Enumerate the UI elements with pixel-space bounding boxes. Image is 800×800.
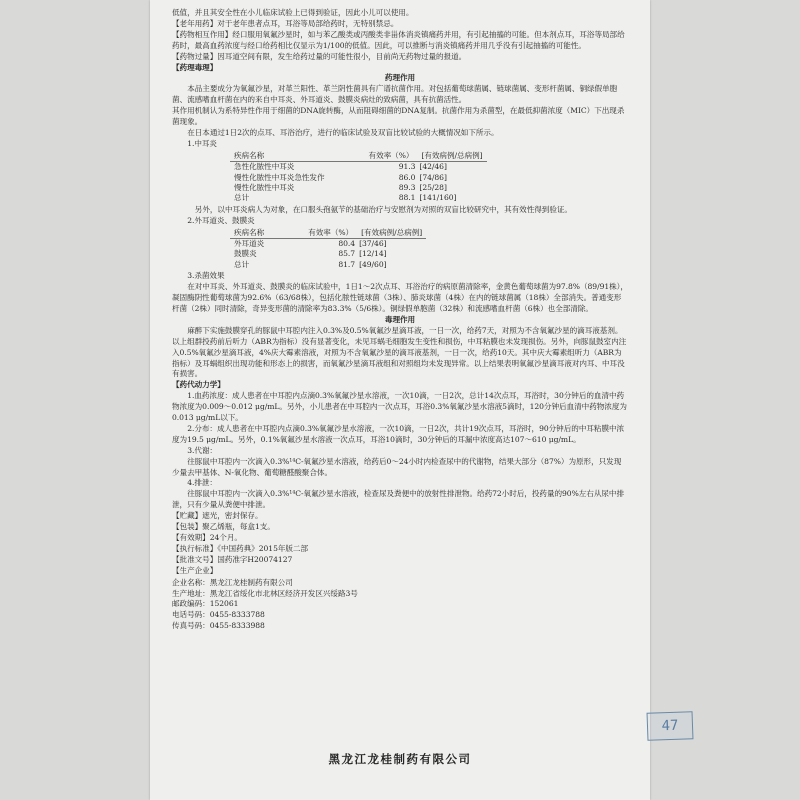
pharmacology-para-1: 本品主要成分为氧氟沙星，对革兰阳性、革兰阴性菌具有广谱抗菌作用。对包括葡萄球菌属、链球菌属、变形杆菌属、铜绿假单胞菌、流感嗜血杆菌在内的来自中耳炎、外耳道炎、鼓膜炎病灶的致病菌，具有抗菌活性。 <box>172 84 618 105</box>
pk-metabolism: 往豚鼠中耳腔内一次滴入0.3%¹⁴C-氧氟沙星水溶液，给药后0～24小时内检查尿中的代谢物，结果大部分（87%）为原形，只发现少量去甲基体、N-氧化物、葡萄糖醛酸聚合体。 <box>172 456 622 477</box>
leaflet-text <box>172 8 628 632</box>
table-header-row <box>230 151 487 162</box>
cases-cell: [12/14] <box>359 249 387 259</box>
pharmacology-para-2: 其作用机制认为系特异性作用于细菌的DNA旋转酶，从而阻碍细菌的DNA复制。抗菌作用为杀菌型，在最低抑菌浓度（MIC）下出现杀菌现象。 <box>172 106 625 127</box>
drug-interaction: 【药物相互作用】经口服用氧氟沙星时，如与苯乙酸类或丙酸类非甾体消炎镇痛药并用，有引起抽搐的可能。但本剂点耳，耳浴等局部给药时，最高血药浓度与经口给药相比仅显示为1/100的低值。因此，可以推断与消炎镇痛药并用几乎没有引起抽搐的可能性。 <box>172 29 625 50</box>
table-row <box>230 162 487 173</box>
pediatric-use-tail: 低值，并且其安全性在小儿临床试验上已得到验证，因此小儿可以使用。 <box>172 8 414 17</box>
pharmacology-toxicology-heading: 【药理毒理】 <box>172 62 218 72</box>
pk-distribution: 2.分布：成人患者在中耳腔内点滴0.3%氧氟沙星水溶液，一次10滴，一日2次，共计19次点耳，耳浴时，90分钟后的中耳粘膜中浓度为19.5 μg/mL。另外，0.1%氧氟沙星水溶液一次点耳，耳浴10滴时，30分钟后的耳漏中浓度高达107～610 μg/mL。 <box>172 423 625 444</box>
table-row <box>230 173 487 183</box>
table-row <box>230 183 487 193</box>
pharmacology-heading: 药理作用 <box>384 73 416 83</box>
table-row <box>230 193 487 203</box>
pharmacology-para-3: 在日本通过1日2次的点耳、耳浴治疗，进行的临床试验及双盲比较试验的大概情况如下所示。 <box>187 127 499 137</box>
leaflet-sheet <box>150 0 679 800</box>
rate-cell: 80.4 <box>338 239 356 249</box>
cases-cell: [42/46] <box>419 162 447 172</box>
manufacturer-heading: 【生产企业】 <box>172 565 218 575</box>
approval-number: 【批准文号】国药准字H20074127 <box>172 554 293 564</box>
manufacturer-block <box>172 578 628 633</box>
external-otitis-table <box>230 228 426 271</box>
table-row <box>230 239 426 250</box>
cases-cell: [25/28] <box>419 183 447 192</box>
bactericidal-heading: 3.杀菌效果 <box>187 271 225 281</box>
toxicology-text: 麻醉下实施鼓膜穿孔的豚鼠中耳腔内注入0.3%及0.5%氧氟沙星滴耳液，一日一次，给药7天，对照为不含氧氟沙星的滴耳液基剂。以上组群投药前后听力（ABR为指标）没有显著变化，未见耳蜗毛细胞发生变性和损伤，中耳粘膜也未发现损伤。另外，向豚鼠鼓室内注入0.5%氧氟沙星滴耳液，4%庆大霉素溶液，对照为不含氧氟沙星的滴耳液基剂，一日一次，给药10天。其中庆大霉素组听力（ABR为指标）及耳蜗组织出现功能和形态上的损害，而氧氟沙星滴耳液组和对照组均未发现异常。以上结果表明氧氟沙星滴耳液对内耳、中耳没有损害。 <box>172 325 627 379</box>
external-otitis-heading: 2.外耳道炎、鼓膜炎 <box>187 215 255 225</box>
address: 生产地址：黑龙江省绥化市北林区经济开发区兴绥路3号 <box>172 588 358 598</box>
package: 【包装】聚乙烯瓶，每盒1支。 <box>172 522 275 532</box>
company-name: 企业名称：黑龙江龙桂制药有限公司 <box>172 577 293 587</box>
disease-cell: 急性化脓性中耳炎 <box>234 162 295 172</box>
col-disease: 疾病名称 <box>230 151 365 162</box>
otitis-media-note: 另外，以中耳炎病人为对象，在口服头孢氨苄的基础治疗与安慰剂为对照的双盲比较研究中，其有效性得到验证。 <box>194 204 572 214</box>
otitis-media-table <box>230 151 487 204</box>
rate-cell: 86.0 <box>398 172 416 182</box>
disease-cell: 鼓膜炎 <box>234 249 257 259</box>
rate-cell: 89.3 <box>398 183 416 192</box>
col-disease: 疾病名称 <box>230 228 304 239</box>
telephone: 电话号码：0455-8333788 <box>172 610 265 620</box>
col-rate: 有效率（%） <box>304 228 357 239</box>
disease-cell: 外耳道炎 <box>234 239 265 249</box>
disease-cell: 慢性化脓性中耳炎急性发作 <box>234 172 325 182</box>
col-cases: [有效病例/总病例] <box>417 151 486 162</box>
rate-cell: 81.7 <box>338 259 356 269</box>
col-rate: 有效率（%） <box>365 151 418 162</box>
col-cases: [有效病例/总病例] <box>357 228 426 239</box>
fax: 传真号码：0455-8333988 <box>172 621 265 631</box>
postcode: 邮政编码：152061 <box>172 599 239 609</box>
pk-metabolism-heading: 3.代谢： <box>187 445 217 455</box>
cases-cell: [49/60] <box>359 259 387 269</box>
rate-cell: 85.7 <box>338 249 356 259</box>
storage: 【贮藏】遮光，密封保存。 <box>172 511 263 521</box>
pk-excretion-heading: 4.排泄： <box>187 478 217 488</box>
standard: 【执行标准】《中国药典》2015年版二部 <box>172 543 309 553</box>
rate-cell: 91.3 <box>398 162 416 172</box>
otitis-media-heading: 1.中耳炎 <box>187 138 217 148</box>
table-row <box>230 249 426 259</box>
cases-cell: [74/86] <box>419 172 447 182</box>
toxicology-heading: 毒理作用 <box>384 314 416 324</box>
disease-cell: 慢性化脓性中耳炎 <box>234 183 295 192</box>
disease-cell: 总计 <box>234 193 250 203</box>
page-stamp: 47 <box>647 711 694 741</box>
pk-excretion: 往豚鼠中耳腔内一次滴入0.3%¹⁴C-氧氟沙星水溶液，检查尿及粪便中的放射性排泄物。给药72小时后，投药量的90%左右从尿中排泄，只有少量从粪便中排泄。 <box>172 489 625 510</box>
geriatric-use: 【老年用药】对于老年患者点耳，耳浴等局部给药时，无特别禁忌。 <box>172 18 399 28</box>
rate-cell: 88.1 <box>398 193 416 203</box>
cases-cell: [141/160] <box>419 193 457 203</box>
company-brand-footer: 黑龙江龙桂制药有限公司 <box>328 752 472 766</box>
bactericidal-text: 在对中耳炎、外耳道炎、鼓膜炎的临床试验中，1日1～2次点耳、耳浴治疗的病原菌清除率，金黄色葡萄球菌为97.8%（89/91株），凝固酶阴性葡萄球菌为92.6%（63/68株），包括化脓性链球菌（3株）、肺炎球菌（4株）在内的链球菌属（18株）全部消失。普通变形杆菌（2株）同时清除，奇异变形菌的清除率为83.3%（5/6株）。铜绿假单胞菌（32株）和流感嗜血杆菌（6株）也全部清除。 <box>172 282 628 313</box>
cases-cell: [37/46] <box>359 239 387 249</box>
pk-blood-concentration: 1.血药浓度：成人患者在中耳腔内点滴0.3%氧氟沙星水溶液，一次10滴，一日2次，总计14次点耳，耳浴时，30分钟后的血清中药物浓度为0.009～0.012 μg/mL。另外，小儿患者在中耳腔内一次点耳，耳浴0.3%氧氟沙星水溶液5滴时，120分钟后血清中药物浓度为0.013 μg/mL以下。 <box>172 391 627 423</box>
overdose: 【药物过量】因耳道空间有限，发生给药过量的可能性很小，目前尚无药物过量的报道。 <box>172 51 467 61</box>
pharmacokinetics-heading: 【药代动力学】 <box>172 380 225 390</box>
disease-cell: 总计 <box>234 259 250 269</box>
validity: 【有效期】24个月。 <box>172 533 242 542</box>
table-header-row <box>230 228 426 239</box>
table-row <box>230 260 426 270</box>
